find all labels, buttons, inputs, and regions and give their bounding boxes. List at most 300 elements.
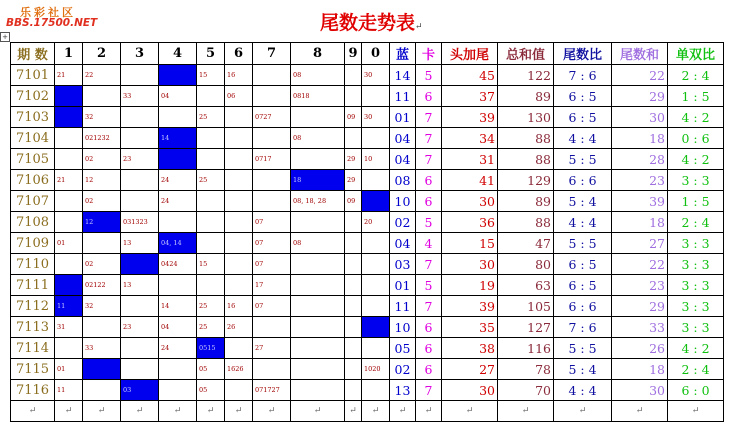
head-tail-sum-cell: 30 <box>442 191 498 212</box>
digit-cell <box>197 275 225 296</box>
table-row <box>11 317 724 338</box>
digit-cell <box>291 254 345 275</box>
total-sum-cell: 88 <box>498 128 554 149</box>
digit-cell <box>253 317 291 338</box>
tail-sum-cell: 30 <box>612 380 668 401</box>
tail-sum-cell: 33 <box>612 317 668 338</box>
ka-cell: 6 <box>416 338 442 359</box>
ka-cell: 7 <box>416 128 442 149</box>
total-sum-cell: 63 <box>498 275 554 296</box>
digit-cell: 06 <box>225 86 253 107</box>
digit-cell: 33 <box>83 338 121 359</box>
odd-even-ratio-cell: 0 : 6 <box>668 128 724 149</box>
digit-cell <box>253 359 291 380</box>
head-tail-sum-cell: 41 <box>442 170 498 191</box>
page-title <box>320 8 423 35</box>
digit-cell <box>362 317 390 338</box>
blue-ball-cell: 10 <box>390 191 416 212</box>
tail-sum-cell: 27 <box>612 233 668 254</box>
logo-chinese-text: 乐彩社区 <box>20 6 76 19</box>
digit-cell: 05 <box>197 380 225 401</box>
digit-cell <box>225 380 253 401</box>
digit-cell: 05 <box>197 359 225 380</box>
digit-cell <box>83 317 121 338</box>
digit-cell <box>362 233 390 254</box>
digit-cell: 13 <box>121 233 159 254</box>
ka-cell: 7 <box>416 254 442 275</box>
paragraph-mark-icon: ↵ <box>83 401 121 422</box>
digit-cell <box>197 86 225 107</box>
logo-url-text: BBS.17500.NET <box>6 17 98 29</box>
ka-cell: 5 <box>416 275 442 296</box>
paragraph-mark-icon: ↵ <box>197 401 225 422</box>
digit-cell <box>225 254 253 275</box>
table-row <box>11 170 724 191</box>
table-move-handle-icon[interactable]: + <box>0 32 10 42</box>
header-col-15: 尾数比 <box>554 43 612 65</box>
paragraph-mark-icon: ↵ <box>415 22 423 32</box>
page-title-text: 尾数走势表 <box>320 12 416 34</box>
table-row <box>11 275 724 296</box>
header-digit-1: 1 <box>55 43 83 65</box>
odd-even-ratio-cell: 2 : 4 <box>668 359 724 380</box>
total-sum-cell: 47 <box>498 233 554 254</box>
table-row <box>11 65 724 86</box>
digit-cell <box>345 380 362 401</box>
tail-ratio-cell: 4 : 4 <box>554 380 612 401</box>
paragraph-mark-icon: ↵ <box>390 401 416 422</box>
header-col-11: 蓝 <box>390 43 416 65</box>
paragraph-mark-icon: ↵ <box>291 401 345 422</box>
header-digit-4: 4 <box>159 43 197 65</box>
table-row <box>11 296 724 317</box>
header-digit-2: 2 <box>83 43 121 65</box>
digit-cell: 09 <box>345 191 362 212</box>
digit-cell: 26 <box>225 317 253 338</box>
paragraph-mark-icon: ↵ <box>416 401 442 422</box>
digit-cell <box>121 65 159 86</box>
odd-even-ratio-cell: 3 : 3 <box>668 275 724 296</box>
period-cell: 7113 <box>11 317 55 338</box>
digit-cell <box>253 191 291 212</box>
digit-cell: 0818 <box>291 86 345 107</box>
header-digit-9: 9 <box>345 43 362 65</box>
digit-cell <box>225 191 253 212</box>
digit-cell: 0515 <box>197 338 225 359</box>
header-col-14: 总和值 <box>498 43 554 65</box>
period-cell: 7106 <box>11 170 55 191</box>
digit-cell <box>121 254 159 275</box>
digit-cell <box>83 359 121 380</box>
table-row <box>11 86 724 107</box>
digit-cell <box>55 212 83 233</box>
digit-cell <box>291 380 345 401</box>
odd-even-ratio-cell: 3 : 3 <box>668 254 724 275</box>
header-row <box>11 43 724 65</box>
digit-cell <box>253 65 291 86</box>
digit-cell: 03 <box>121 380 159 401</box>
digit-cell <box>345 317 362 338</box>
tail-sum-cell: 23 <box>612 275 668 296</box>
tail-ratio-cell: 4 : 4 <box>554 212 612 233</box>
head-tail-sum-cell: 15 <box>442 233 498 254</box>
digit-cell: 10 <box>362 149 390 170</box>
digit-cell <box>253 86 291 107</box>
head-tail-sum-cell: 27 <box>442 359 498 380</box>
header-col-17: 单双比 <box>668 43 724 65</box>
digit-cell: 08 <box>291 65 345 86</box>
digit-cell <box>55 149 83 170</box>
tail-sum-cell: 30 <box>612 107 668 128</box>
digit-cell <box>55 86 83 107</box>
digit-cell: 15 <box>197 254 225 275</box>
total-sum-cell: 89 <box>498 191 554 212</box>
digit-cell: 021232 <box>83 128 121 149</box>
digit-cell: 0727 <box>253 107 291 128</box>
tail-sum-cell: 18 <box>612 128 668 149</box>
digit-cell <box>291 212 345 233</box>
digit-cell: 29 <box>345 149 362 170</box>
digit-cell: 23 <box>121 149 159 170</box>
digit-cell: 13 <box>121 275 159 296</box>
digit-cell <box>362 275 390 296</box>
blue-ball-cell: 10 <box>390 317 416 338</box>
digit-cell <box>121 191 159 212</box>
ka-cell: 5 <box>416 65 442 86</box>
digit-cell: 22 <box>83 65 121 86</box>
blue-ball-cell: 11 <box>390 296 416 317</box>
digit-cell: 071727 <box>253 380 291 401</box>
header-col-16: 尾数和 <box>612 43 668 65</box>
digit-cell <box>362 254 390 275</box>
empty-row <box>11 401 724 422</box>
odd-even-ratio-cell: 3 : 3 <box>668 233 724 254</box>
digit-cell: 08 <box>291 233 345 254</box>
blue-ball-cell: 01 <box>390 107 416 128</box>
paragraph-mark-icon: ↵ <box>442 401 498 422</box>
digit-cell: 031323 <box>121 212 159 233</box>
digit-cell: 07 <box>253 212 291 233</box>
digit-cell <box>83 380 121 401</box>
table-row <box>11 191 724 212</box>
digit-cell: 07 <box>253 296 291 317</box>
total-sum-cell: 89 <box>498 86 554 107</box>
head-tail-sum-cell: 19 <box>442 275 498 296</box>
digit-cell <box>345 296 362 317</box>
digit-cell <box>253 128 291 149</box>
digit-cell: 25 <box>197 107 225 128</box>
tail-ratio-cell: 6 : 5 <box>554 254 612 275</box>
tail-sum-cell: 22 <box>612 65 668 86</box>
ka-cell: 7 <box>416 296 442 317</box>
ka-cell: 4 <box>416 233 442 254</box>
period-cell: 7109 <box>11 233 55 254</box>
digit-cell: 17 <box>253 275 291 296</box>
digit-cell: 12 <box>83 170 121 191</box>
ka-cell: 6 <box>416 359 442 380</box>
total-sum-cell: 88 <box>498 149 554 170</box>
paragraph-mark-icon: ↵ <box>612 401 668 422</box>
period-cell: 7116 <box>11 380 55 401</box>
blue-ball-cell: 04 <box>390 128 416 149</box>
total-sum-cell: 88 <box>498 212 554 233</box>
digit-cell <box>55 191 83 212</box>
digit-cell <box>253 170 291 191</box>
total-sum-cell: 116 <box>498 338 554 359</box>
tail-ratio-cell: 5 : 5 <box>554 338 612 359</box>
blue-ball-cell: 03 <box>390 254 416 275</box>
tail-sum-cell: 28 <box>612 149 668 170</box>
digit-cell: 14 <box>159 296 197 317</box>
period-cell: 7110 <box>11 254 55 275</box>
digit-cell: 25 <box>197 170 225 191</box>
digit-cell: 30 <box>362 107 390 128</box>
digit-cell <box>159 65 197 86</box>
header-digit-0: 0 <box>362 43 390 65</box>
digit-cell <box>121 128 159 149</box>
odd-even-ratio-cell: 3 : 3 <box>668 170 724 191</box>
total-sum-cell: 70 <box>498 380 554 401</box>
digit-cell <box>345 233 362 254</box>
digit-cell: 21 <box>55 170 83 191</box>
tail-ratio-cell: 7 : 6 <box>554 65 612 86</box>
digit-cell <box>159 275 197 296</box>
digit-cell <box>225 128 253 149</box>
digit-cell: 07 <box>253 233 291 254</box>
digit-cell: 27 <box>253 338 291 359</box>
digit-cell <box>362 296 390 317</box>
digit-cell: 04, 14 <box>159 233 197 254</box>
blue-ball-cell: 05 <box>390 338 416 359</box>
digit-cell: 25 <box>197 296 225 317</box>
tail-ratio-cell: 5 : 4 <box>554 191 612 212</box>
tail-sum-cell: 26 <box>612 338 668 359</box>
digit-cell: 21 <box>55 65 83 86</box>
total-sum-cell: 105 <box>498 296 554 317</box>
digit-cell <box>159 107 197 128</box>
digit-cell <box>345 338 362 359</box>
tail-ratio-cell: 5 : 4 <box>554 359 612 380</box>
odd-even-ratio-cell: 4 : 2 <box>668 107 724 128</box>
digit-cell: 02 <box>83 191 121 212</box>
blue-ball-cell: 02 <box>390 212 416 233</box>
digit-cell: 24 <box>159 170 197 191</box>
site-logo <box>6 4 116 32</box>
digit-cell: 32 <box>83 296 121 317</box>
head-tail-sum-cell: 38 <box>442 338 498 359</box>
period-cell: 7103 <box>11 107 55 128</box>
digit-cell <box>55 128 83 149</box>
paragraph-mark-icon: ↵ <box>345 401 362 422</box>
digit-cell <box>159 380 197 401</box>
ka-cell: 6 <box>416 317 442 338</box>
digit-cell <box>83 86 121 107</box>
period-cell: 7115 <box>11 359 55 380</box>
period-cell: 7108 <box>11 212 55 233</box>
tail-sum-cell: 39 <box>612 191 668 212</box>
blue-ball-cell: 01 <box>390 275 416 296</box>
tail-ratio-cell: 7 : 6 <box>554 317 612 338</box>
digit-cell <box>345 65 362 86</box>
tail-sum-cell: 22 <box>612 254 668 275</box>
odd-even-ratio-cell: 3 : 3 <box>668 296 724 317</box>
head-tail-sum-cell: 39 <box>442 107 498 128</box>
digit-cell <box>225 149 253 170</box>
paragraph-mark-icon: ↵ <box>121 401 159 422</box>
tail-ratio-cell: 5 : 5 <box>554 149 612 170</box>
digit-cell <box>197 212 225 233</box>
digit-cell <box>291 338 345 359</box>
head-tail-sum-cell: 37 <box>442 86 498 107</box>
table-row <box>11 254 724 275</box>
head-tail-sum-cell: 34 <box>442 128 498 149</box>
digit-cell <box>345 212 362 233</box>
digit-cell: 20 <box>362 212 390 233</box>
digit-cell <box>362 170 390 191</box>
period-cell: 7107 <box>11 191 55 212</box>
digit-cell: 31 <box>55 317 83 338</box>
digit-cell: 02 <box>83 254 121 275</box>
digit-cell: 0424 <box>159 254 197 275</box>
tail-ratio-cell: 6 : 5 <box>554 275 612 296</box>
ka-cell: 7 <box>416 107 442 128</box>
blue-ball-cell: 02 <box>390 359 416 380</box>
digit-cell: 25 <box>197 317 225 338</box>
head-tail-sum-cell: 36 <box>442 212 498 233</box>
digit-cell: 01 <box>55 233 83 254</box>
digit-cell: 04 <box>159 317 197 338</box>
table-body <box>11 65 724 422</box>
header-col-13: 头加尾 <box>442 43 498 65</box>
period-cell: 7111 <box>11 275 55 296</box>
digit-cell <box>121 107 159 128</box>
odd-even-ratio-cell: 3 : 3 <box>668 317 724 338</box>
ka-cell: 6 <box>416 191 442 212</box>
period-cell: 7112 <box>11 296 55 317</box>
ka-cell: 7 <box>416 380 442 401</box>
blue-ball-cell: 11 <box>390 86 416 107</box>
digit-cell <box>225 275 253 296</box>
head-tail-sum-cell: 39 <box>442 296 498 317</box>
period-cell: 7105 <box>11 149 55 170</box>
tail-trend-table <box>10 42 724 422</box>
tail-ratio-cell: 6 : 6 <box>554 170 612 191</box>
digit-cell: 08, 18, 28 <box>291 191 345 212</box>
tail-sum-cell: 23 <box>612 170 668 191</box>
period-cell: 7101 <box>11 65 55 86</box>
table-row <box>11 359 724 380</box>
odd-even-ratio-cell: 2 : 4 <box>668 65 724 86</box>
digit-cell: 08 <box>291 128 345 149</box>
digit-cell <box>121 338 159 359</box>
digit-cell <box>291 359 345 380</box>
paragraph-mark-icon: ↵ <box>668 401 724 422</box>
digit-cell: 07 <box>253 254 291 275</box>
digit-cell: 18 <box>291 170 345 191</box>
digit-cell <box>291 296 345 317</box>
ka-cell: 6 <box>416 86 442 107</box>
period-cell: 7104 <box>11 128 55 149</box>
digit-cell <box>121 296 159 317</box>
digit-cell: 0717 <box>253 149 291 170</box>
digit-cell <box>291 317 345 338</box>
digit-cell <box>55 107 83 128</box>
header-digit-8: 8 <box>291 43 345 65</box>
paragraph-mark-icon: ↵ <box>225 401 253 422</box>
digit-cell <box>362 128 390 149</box>
header-col-12: 卡 <box>416 43 442 65</box>
paragraph-mark-icon: ↵ <box>159 401 197 422</box>
digit-cell <box>362 86 390 107</box>
paragraph-mark-icon: ↵ <box>498 401 554 422</box>
digit-cell: 04 <box>159 86 197 107</box>
digit-cell <box>225 233 253 254</box>
total-sum-cell: 122 <box>498 65 554 86</box>
period-cell: 7114 <box>11 338 55 359</box>
tail-sum-cell: 29 <box>612 86 668 107</box>
total-sum-cell: 130 <box>498 107 554 128</box>
ka-cell: 7 <box>416 149 442 170</box>
blue-ball-cell: 04 <box>390 233 416 254</box>
digit-cell <box>121 170 159 191</box>
blue-ball-cell: 13 <box>390 380 416 401</box>
digit-cell <box>197 149 225 170</box>
blue-ball-cell: 08 <box>390 170 416 191</box>
digit-cell <box>345 254 362 275</box>
blue-ball-cell: 14 <box>390 65 416 86</box>
paragraph-mark-icon: ↵ <box>55 401 83 422</box>
digit-cell: 24 <box>159 338 197 359</box>
table-row <box>11 380 724 401</box>
digit-cell <box>345 128 362 149</box>
digit-cell <box>159 212 197 233</box>
digit-cell: 1626 <box>225 359 253 380</box>
total-sum-cell: 127 <box>498 317 554 338</box>
total-sum-cell: 78 <box>498 359 554 380</box>
tail-sum-cell: 18 <box>612 212 668 233</box>
digit-cell: 11 <box>55 296 83 317</box>
digit-cell: 02 <box>83 149 121 170</box>
digit-cell <box>197 233 225 254</box>
total-sum-cell: 80 <box>498 254 554 275</box>
digit-cell: 33 <box>121 86 159 107</box>
header-digit-5: 5 <box>197 43 225 65</box>
digit-cell: 16 <box>225 296 253 317</box>
header-period: 期 数 <box>11 43 55 65</box>
odd-even-ratio-cell: 4 : 2 <box>668 338 724 359</box>
digit-cell: 32 <box>83 107 121 128</box>
digit-cell <box>362 380 390 401</box>
head-tail-sum-cell: 35 <box>442 317 498 338</box>
digit-cell: 30 <box>362 65 390 86</box>
odd-even-ratio-cell: 1 : 5 <box>668 86 724 107</box>
period-cell: 7102 <box>11 86 55 107</box>
digit-cell <box>121 359 159 380</box>
tail-ratio-cell: 5 : 5 <box>554 233 612 254</box>
tail-ratio-cell: 6 : 6 <box>554 296 612 317</box>
head-tail-sum-cell: 30 <box>442 254 498 275</box>
digit-cell: 29 <box>345 170 362 191</box>
digit-cell <box>225 212 253 233</box>
digit-cell <box>55 254 83 275</box>
odd-even-ratio-cell: 6 : 0 <box>668 380 724 401</box>
odd-even-ratio-cell: 1 : 5 <box>668 191 724 212</box>
total-sum-cell: 129 <box>498 170 554 191</box>
digit-cell <box>225 107 253 128</box>
paragraph-mark-icon: ↵ <box>11 401 55 422</box>
odd-even-ratio-cell: 2 : 4 <box>668 212 724 233</box>
blue-ball-cell: 04 <box>390 149 416 170</box>
